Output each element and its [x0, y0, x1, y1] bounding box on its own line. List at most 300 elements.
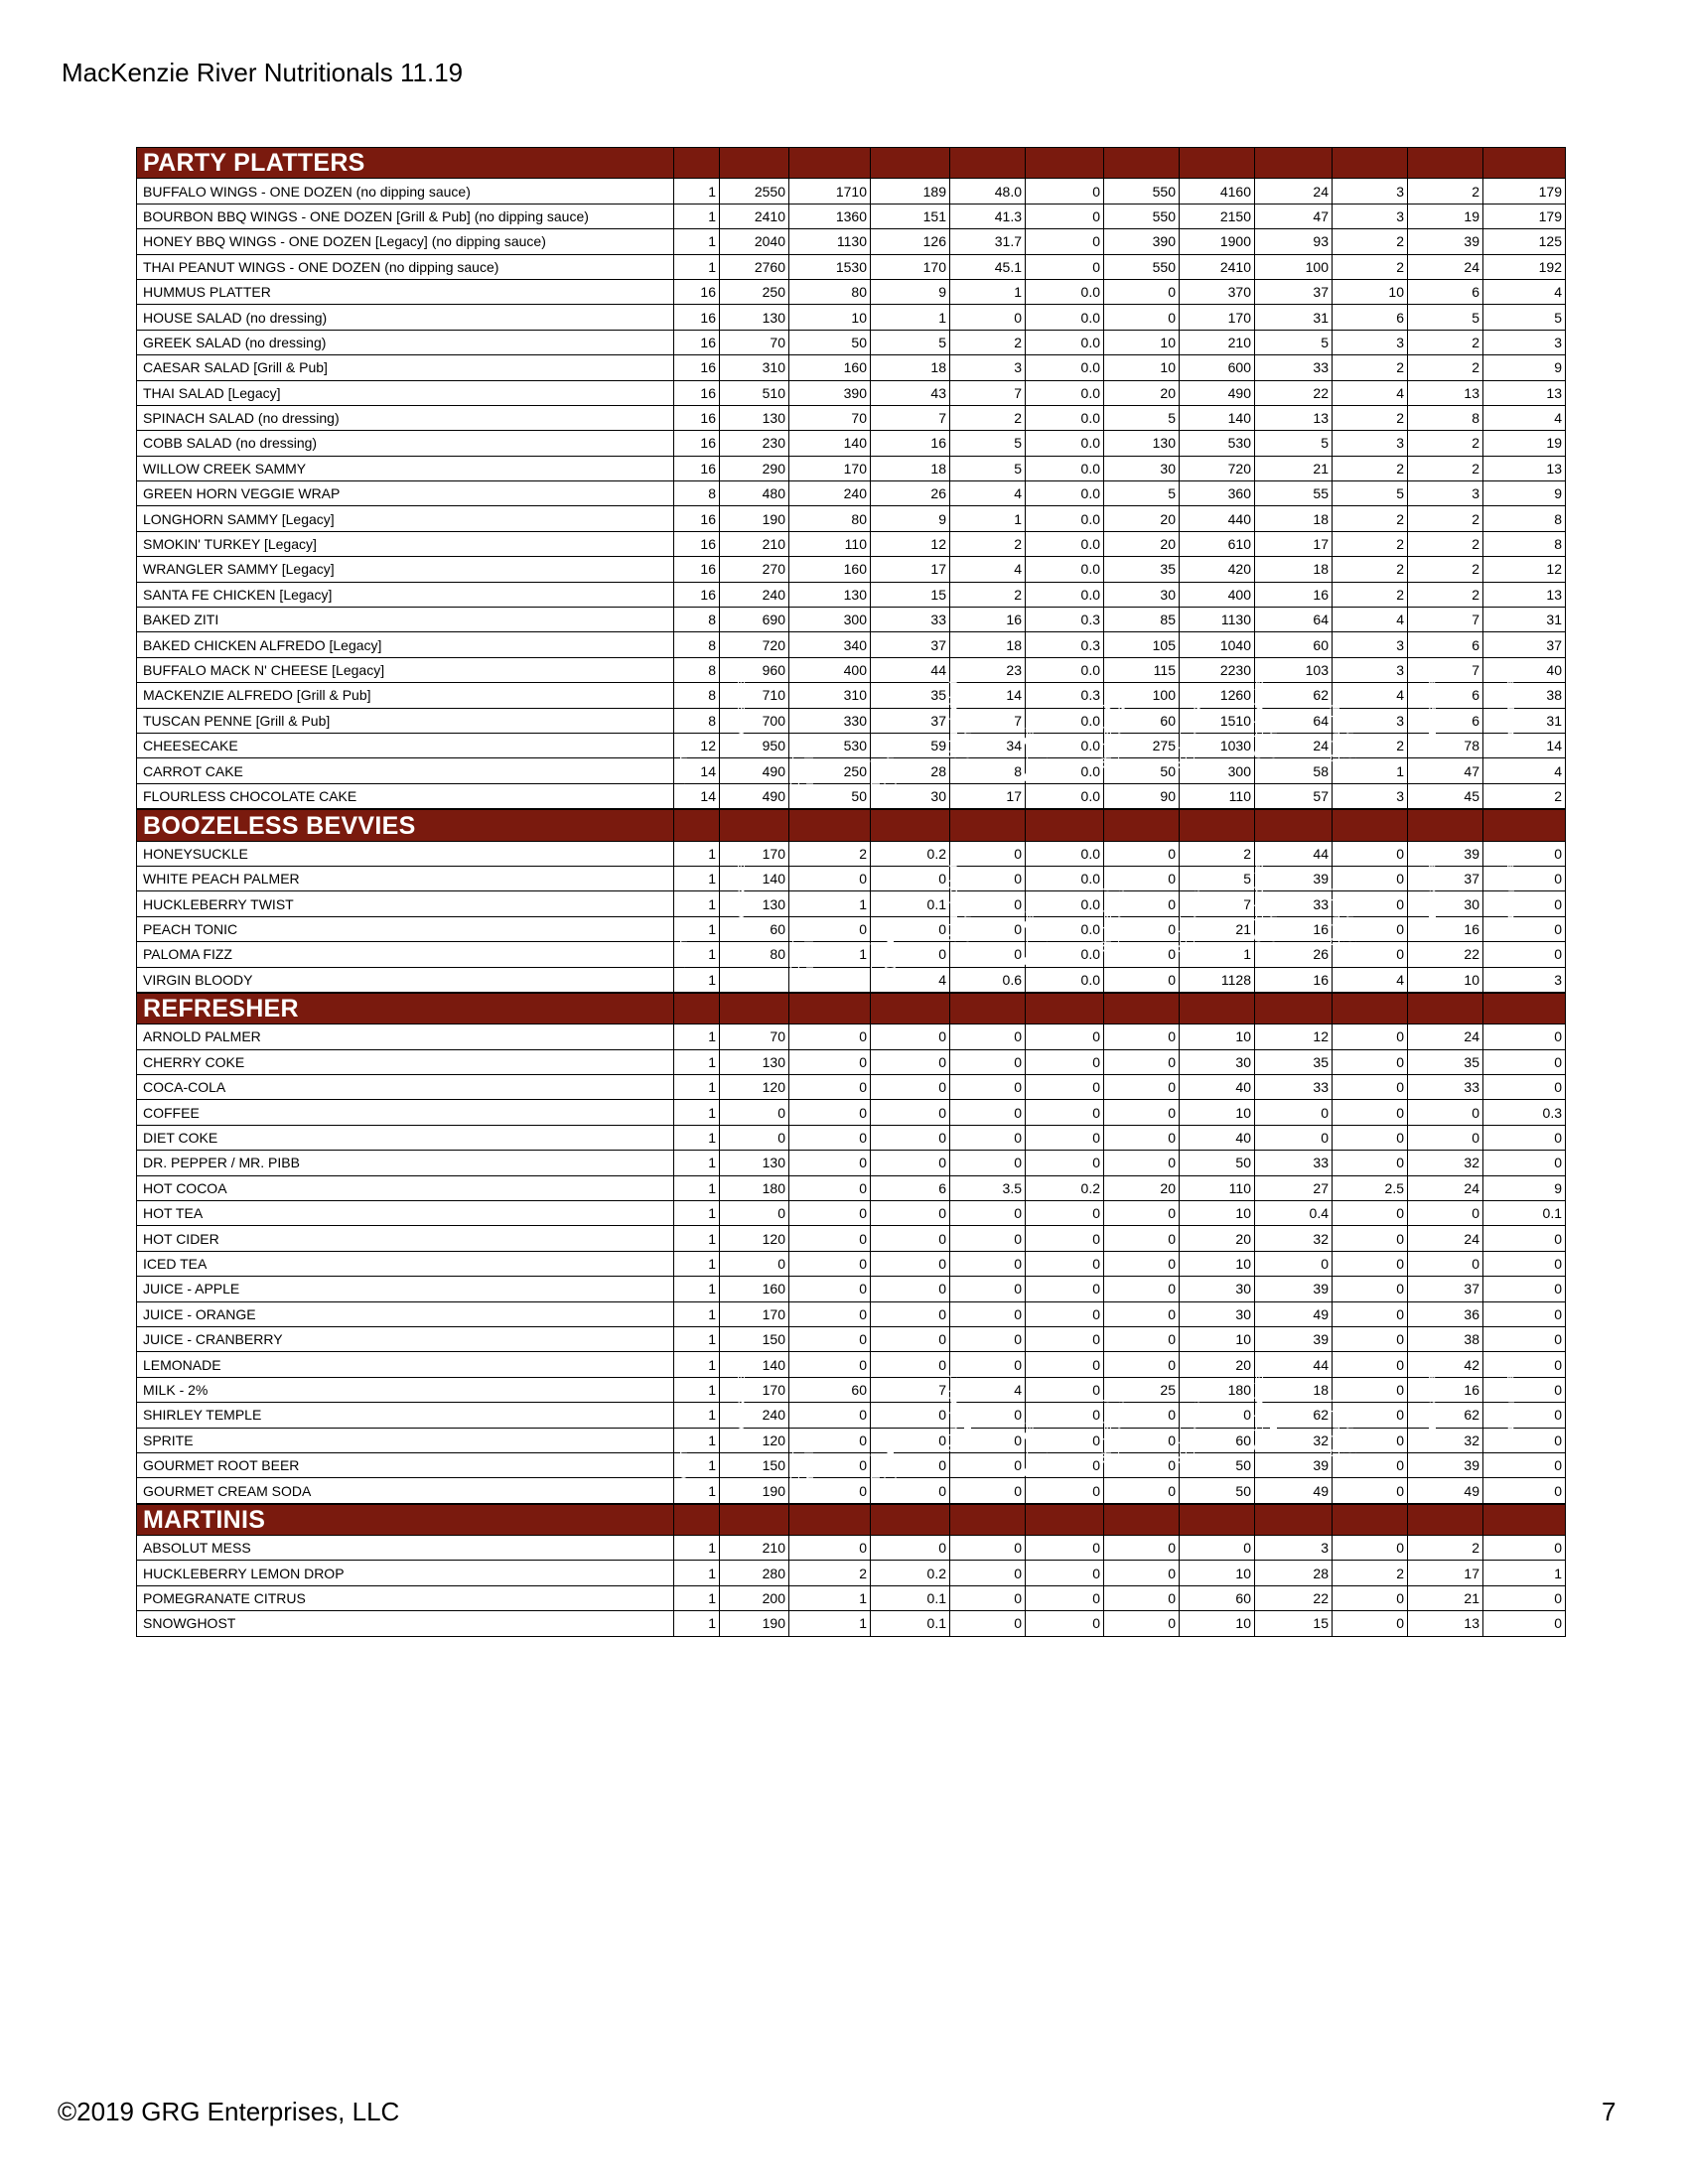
- nutrient-value: 130: [720, 891, 789, 916]
- nutrient-value: 3: [1255, 1536, 1333, 1561]
- nutrient-value: 10: [1408, 967, 1483, 992]
- nutrient-value: 0: [1483, 1478, 1566, 1503]
- item-name: COFFEE: [137, 1100, 674, 1125]
- nutrient-value: 0: [950, 1301, 1026, 1326]
- nutrient-value: 50: [1180, 1452, 1255, 1477]
- nutrient-value: 24: [1408, 1175, 1483, 1200]
- nutrient-value: 0: [720, 1251, 789, 1276]
- nutrient-value: 8: [1408, 405, 1483, 430]
- table-row: [137, 582, 1566, 607]
- nutrient-value: 38: [1408, 1326, 1483, 1351]
- nutrient-value: 0: [1333, 1452, 1408, 1477]
- table-row: [137, 1175, 1566, 1200]
- nutrient-value: 14: [950, 683, 1026, 708]
- nutrient-value: 3: [1333, 204, 1408, 228]
- nutrient-value: 16: [1408, 1377, 1483, 1402]
- table-row: [137, 531, 1566, 556]
- nutrient-value: 60: [1180, 1428, 1255, 1452]
- nutrient-value: 21: [1255, 456, 1333, 480]
- nutrient-value: 360: [1180, 481, 1255, 506]
- nutrient-value: 8: [674, 632, 720, 657]
- nutrient-value: 240: [789, 481, 871, 506]
- nutrient-value: 140: [1180, 405, 1255, 430]
- nutrient-value: 0: [1333, 1024, 1408, 1049]
- nutrient-value: 4: [1483, 758, 1566, 783]
- nutrient-value: 0: [1104, 1428, 1180, 1452]
- nutrient-value: 1: [789, 891, 871, 916]
- nutrient-value: 0: [871, 1226, 950, 1251]
- nutrient-value: 0: [1483, 1611, 1566, 1636]
- nutrient-value: 4: [1333, 608, 1408, 632]
- nutrient-value: 3: [950, 355, 1026, 380]
- nutrient-value: 0: [1333, 891, 1408, 916]
- table-row: [137, 431, 1566, 456]
- column-header: [720, 9, 789, 179]
- nutrient-value: 1: [674, 1201, 720, 1226]
- nutrient-value: 310: [720, 355, 789, 380]
- nutrient-value: 0: [1333, 1226, 1408, 1251]
- nutrient-value: 62: [1255, 683, 1333, 708]
- nutrient-value: 1710: [789, 179, 871, 204]
- nutrient-value: 80: [789, 506, 871, 531]
- nutrient-value: 390: [789, 380, 871, 405]
- nutrient-value: 0: [1483, 942, 1566, 967]
- nutrient-value: 7: [1408, 608, 1483, 632]
- column-header-label: Sodium (milligrams): [1174, 703, 1203, 770]
- column-header-label: Sodium (milligrams): [1174, 886, 1203, 954]
- nutrient-value: 1: [1333, 758, 1408, 783]
- table-row: [137, 179, 1566, 204]
- nutrient-value: 0.0: [1026, 531, 1104, 556]
- nutrient-value: 0: [1026, 1352, 1104, 1377]
- nutrient-value: 64: [1255, 708, 1333, 733]
- nutrient-value: 0.3: [1026, 683, 1104, 708]
- column-header-label: Cholesterol (milligrams): [1098, 41, 1128, 108]
- item-name: HOT COCOA: [137, 1175, 674, 1200]
- item-name: HOT CIDER: [137, 1226, 674, 1251]
- nutrient-value: 0: [1255, 1251, 1333, 1276]
- nutrient-value: 0: [789, 1352, 871, 1377]
- nutrient-value: 0.3: [1026, 632, 1104, 657]
- nutrient-value: 37: [871, 632, 950, 657]
- nutrient-value: 1: [674, 1428, 720, 1452]
- nutrient-value: 179: [1483, 179, 1566, 204]
- nutrient-value: 710: [720, 683, 789, 708]
- nutrient-value: 10: [1180, 1561, 1255, 1585]
- nutrient-value: 0.0: [1026, 355, 1104, 380]
- nutrient-value: 18: [1255, 1377, 1333, 1402]
- nutrient-value: 0.0: [1026, 506, 1104, 531]
- nutrient-value: 70: [720, 1024, 789, 1049]
- nutrient-value: 13: [1483, 456, 1566, 480]
- nutrient-value: 0: [1104, 305, 1180, 330]
- nutrient-value: 0: [950, 1326, 1026, 1351]
- nutrient-value: 0: [1483, 1251, 1566, 1276]
- nutrient-value: 1: [674, 916, 720, 941]
- nutrient-value: 50: [1180, 1151, 1255, 1175]
- column-header-label: Total Fat (grams): [867, 74, 897, 125]
- nutrient-value: 0.0: [1026, 405, 1104, 430]
- nutrient-value: 0: [950, 1201, 1026, 1226]
- nutrient-value: 170: [871, 254, 950, 279]
- nutrient-value: 22: [1255, 380, 1333, 405]
- nutrient-value: 0: [1104, 1403, 1180, 1428]
- nutrient-value: 105: [1104, 632, 1180, 657]
- nutrient-value: 34: [950, 733, 1026, 757]
- table-row: [137, 405, 1566, 430]
- nutrient-value: 290: [720, 456, 789, 480]
- nutrient-value: 6: [1333, 305, 1408, 330]
- column-header: [1483, 842, 1566, 1024]
- column-header: [674, 1442, 720, 1535]
- nutrient-value: 0: [950, 1049, 1026, 1074]
- item-name: HUCKLEBERRY LEMON DROP: [137, 1561, 674, 1585]
- item-name: PALOMA FIZZ: [137, 942, 674, 967]
- table-row: [137, 657, 1566, 682]
- nutrient-value: 8: [1483, 531, 1566, 556]
- nutrient-value: 48.0: [950, 179, 1026, 204]
- nutrient-value: 24: [1408, 254, 1483, 279]
- nutrient-value: 125: [1483, 229, 1566, 254]
- footer-copyright: ©2019 GRG Enterprises, LLC: [58, 2097, 400, 2126]
- nutrient-value: 2: [950, 405, 1026, 430]
- nutrient-value: 1: [674, 229, 720, 254]
- nutrient-value: 0: [1104, 1201, 1180, 1226]
- nutrient-value: 3: [1408, 481, 1483, 506]
- nutrient-value: 530: [1180, 431, 1255, 456]
- column-header-label: Serving: [674, 86, 690, 131]
- nutrient-value: 100: [1255, 254, 1333, 279]
- nutrient-value: 24: [1408, 1024, 1483, 1049]
- nutrient-value: 6: [871, 1175, 950, 1200]
- nutrient-value: 0: [1333, 1428, 1408, 1452]
- nutrient-value: 0: [1408, 1251, 1483, 1276]
- nutrient-value: 30: [1408, 891, 1483, 916]
- nutrient-value: 16: [674, 582, 720, 607]
- column-header: [674, 932, 720, 1024]
- nutrient-value: 5: [1255, 431, 1333, 456]
- nutrient-value: 22: [1408, 942, 1483, 967]
- column-header: [786, 77, 871, 179]
- nutrient-value: 3.5: [950, 1175, 1026, 1200]
- nutrient-value: 33: [871, 608, 950, 632]
- nutrient-value: 2: [1333, 456, 1408, 480]
- nutrient-value: 85: [1104, 608, 1180, 632]
- nutrient-value: 1: [871, 305, 950, 330]
- nutrient-value: 4: [1333, 380, 1408, 405]
- nutrient-value: 24: [1408, 1226, 1483, 1251]
- nutrient-value: 0: [789, 1251, 871, 1276]
- nutrient-value: 32: [1255, 1226, 1333, 1251]
- nutrient-value: 0: [950, 1024, 1026, 1049]
- nutrient-value: 0: [871, 1151, 950, 1175]
- nutrient-value: 240: [720, 582, 789, 607]
- nutrient-value: 5: [1180, 866, 1255, 890]
- item-name: SMOKIN' TURKEY [Legacy]: [137, 531, 674, 556]
- item-name: GREEK SALAD (no dressing): [137, 330, 674, 354]
- nutrient-value: 6: [1408, 279, 1483, 304]
- item-name: CARROT CAKE: [137, 758, 674, 783]
- nutrient-value: 0: [871, 866, 950, 890]
- nutrient-value: 14: [674, 758, 720, 783]
- section-title: REFRESHER: [137, 993, 674, 1024]
- nutrient-value: 59: [871, 733, 950, 757]
- nutrient-value: 35: [1255, 1049, 1333, 1074]
- nutrient-value: 39: [1255, 1277, 1333, 1301]
- nutrient-value: 70: [789, 405, 871, 430]
- item-name: JUICE - ORANGE: [137, 1301, 674, 1326]
- nutrient-value: 3: [1333, 657, 1408, 682]
- nutrient-value: 0.0: [1026, 380, 1104, 405]
- nutrient-value: 0: [871, 1326, 950, 1351]
- column-header: [1250, 17, 1333, 179]
- nutrient-value: 2410: [1180, 254, 1255, 279]
- nutrient-value: 0: [1333, 1201, 1408, 1226]
- nutrient-value: 0: [789, 1100, 871, 1125]
- nutrient-value: 0: [1483, 1403, 1566, 1428]
- nutrient-value: 0: [1026, 1478, 1104, 1503]
- nutrient-value: 0.0: [1026, 866, 1104, 890]
- nutrient-value: 1: [674, 254, 720, 279]
- nutrient-value: 0: [950, 1352, 1026, 1377]
- nutrient-value: 2: [1408, 531, 1483, 556]
- nutrient-value: 0: [789, 1536, 871, 1561]
- nutrient-value: 2: [1408, 1536, 1483, 1561]
- nutrient-value: 17: [1408, 1561, 1483, 1585]
- nutrient-value: 0: [789, 1175, 871, 1200]
- nutrient-value: 90: [1104, 783, 1180, 808]
- nutrient-value: 20: [1180, 1226, 1255, 1251]
- nutrient-value: 0: [950, 1151, 1026, 1175]
- nutrient-value: 1: [674, 841, 720, 866]
- nutrient-value: 110: [1180, 1175, 1255, 1200]
- nutrient-value: 31: [1255, 305, 1333, 330]
- nutrient-value: 2040: [720, 229, 789, 254]
- nutrient-value: 0: [1333, 916, 1408, 941]
- nutrient-value: 19: [1483, 431, 1566, 456]
- nutrient-value: 0: [1026, 1561, 1104, 1585]
- column-header-label: Cholesterol (milligrams): [1098, 1397, 1128, 1464]
- nutrient-value: 210: [720, 1536, 789, 1561]
- nutrient-value: 0: [950, 1125, 1026, 1150]
- nutrient-value: 30: [1180, 1301, 1255, 1326]
- nutrient-value: 0: [1408, 1201, 1483, 1226]
- nutrient-value: 5: [1333, 481, 1408, 506]
- nutrient-value: 2: [1333, 531, 1408, 556]
- nutrient-value: 240: [720, 1403, 789, 1428]
- nutrient-value: 0: [950, 1226, 1026, 1251]
- nutrient-value: 44: [871, 657, 950, 682]
- nutrient-value: 35: [1408, 1049, 1483, 1074]
- nutrient-value: 33: [1255, 891, 1333, 916]
- table-row: [137, 1201, 1566, 1226]
- nutrient-value: 1: [674, 1561, 720, 1585]
- nutrient-value: 0: [1333, 1352, 1408, 1377]
- nutrient-value: 2150: [1180, 204, 1255, 228]
- section-title: MARTINIS: [137, 1504, 674, 1535]
- nutrient-value: 0: [950, 942, 1026, 967]
- table-row: [137, 1585, 1566, 1610]
- nutrient-value: 1: [950, 506, 1026, 531]
- nutrient-value: 7: [950, 708, 1026, 733]
- item-name: TUSCAN PENNE [Grill & Pub]: [137, 708, 674, 733]
- nutrient-value: 0: [871, 1352, 950, 1377]
- nutrient-value: 8: [1483, 506, 1566, 531]
- nutrient-value: 2: [1333, 1561, 1408, 1585]
- nutrient-value: 1130: [1180, 608, 1255, 632]
- nutrient-value: 2: [1333, 733, 1408, 757]
- nutrient-value: 50: [789, 783, 871, 808]
- nutrient-value: 44: [1255, 841, 1333, 866]
- nutrient-value: 30: [1104, 582, 1180, 607]
- nutrient-value: 250: [720, 279, 789, 304]
- nutrient-value: 0.0: [1026, 557, 1104, 582]
- nutrient-value: 1900: [1180, 229, 1255, 254]
- nutrient-value: 8: [950, 758, 1026, 783]
- nutrient-value: 16: [674, 405, 720, 430]
- nutrient-value: 37: [1408, 866, 1483, 890]
- item-name: HUCKLEBERRY TWIST: [137, 891, 674, 916]
- nutrient-value: 0: [720, 1125, 789, 1150]
- nutrient-value: 0: [1026, 1377, 1104, 1402]
- nutrient-value: 38: [1483, 683, 1566, 708]
- nutrient-value: 1: [674, 1075, 720, 1100]
- nutrient-value: 1: [674, 1024, 720, 1049]
- nutrient-value: 340: [789, 632, 871, 657]
- nutrient-value: 0.0: [1026, 279, 1104, 304]
- nutrient-value: 3: [1333, 708, 1408, 733]
- table-row: [137, 1100, 1566, 1125]
- column-header-label: Carbohydrate (grams): [1250, 679, 1280, 758]
- nutrient-value: 16: [674, 355, 720, 380]
- nutrient-value: 530: [789, 733, 871, 757]
- nutrient-value: 2: [1333, 229, 1408, 254]
- nutrient-value: 43: [871, 380, 950, 405]
- table-row: [137, 229, 1566, 254]
- item-name: COBB SALAD (no dressing): [137, 431, 674, 456]
- table-row: [137, 1049, 1566, 1074]
- column-header: [1402, 84, 1483, 179]
- nutrient-value: 1360: [789, 204, 871, 228]
- nutrient-value: 0.3: [1026, 608, 1104, 632]
- nutrient-value: 4: [950, 557, 1026, 582]
- column-header-label: Saturated Fat (grams): [944, 863, 974, 942]
- nutrient-value: 5: [950, 456, 1026, 480]
- item-name: FLOURLESS CHOCOLATE CAKE: [137, 783, 674, 808]
- nutrient-value: 2760: [720, 254, 789, 279]
- nutrient-value: 21: [1408, 1585, 1483, 1610]
- nutrient-value: 0: [1026, 1024, 1104, 1049]
- nutrient-value: 17: [1255, 531, 1333, 556]
- item-name: BUFFALO WINGS - ONE DOZEN (no dipping sauce): [137, 179, 674, 204]
- nutrient-value: 200: [720, 1585, 789, 1610]
- nutrient-value: 39: [1255, 1326, 1333, 1351]
- nutrient-value: 0: [1483, 1226, 1566, 1251]
- nutrient-value: 9: [1483, 481, 1566, 506]
- nutrient-value: 0: [1026, 1452, 1104, 1477]
- nutrient-value: 18: [1255, 557, 1333, 582]
- column-header-label: Sugars (grams): [1423, 658, 1439, 748]
- nutrient-value: 0: [871, 916, 950, 941]
- nutrient-value: 1: [674, 1478, 720, 1503]
- nutrient-value: 275: [1104, 733, 1180, 757]
- nutrient-value: 0.1: [871, 891, 950, 916]
- table-row: [137, 305, 1566, 330]
- item-name: VIRGIN BLOODY: [137, 967, 674, 992]
- nutrient-value: 35: [1104, 557, 1180, 582]
- nutrient-value: 1030: [1180, 733, 1255, 757]
- nutrient-value: 0.2: [871, 841, 950, 866]
- table-row: [137, 967, 1566, 992]
- nutrient-value: 1: [674, 1352, 720, 1377]
- nutrient-value: 130: [720, 305, 789, 330]
- nutrient-value: 2: [1333, 254, 1408, 279]
- nutrient-value: 31: [1483, 608, 1566, 632]
- nutrient-value: 0.0: [1026, 456, 1104, 480]
- nutrient-value: 10: [1104, 330, 1180, 354]
- nutrient-value: 0: [789, 866, 871, 890]
- table-row: [137, 355, 1566, 380]
- column-header: [1174, 41, 1255, 179]
- nutrient-value: 3: [1483, 967, 1566, 992]
- nutrient-value: 16: [1408, 916, 1483, 941]
- nutrient-value: 62: [1408, 1403, 1483, 1428]
- nutrient-value: 16: [674, 431, 720, 456]
- nutrient-value: 0: [1104, 942, 1180, 967]
- nutrient-value: 0: [1408, 1125, 1483, 1150]
- nutrient-value: 0: [789, 1428, 871, 1452]
- nutrient-value: 10: [1180, 1201, 1255, 1226]
- nutrient-value: 9: [871, 506, 950, 531]
- nutrient-value: 5: [1104, 405, 1180, 430]
- nutrient-value: 30: [1104, 456, 1180, 480]
- nutrient-value: 2: [1333, 582, 1408, 607]
- nutrient-value: 0: [1333, 1326, 1408, 1351]
- nutrient-value: 30: [1180, 1277, 1255, 1301]
- nutrient-value: 0: [789, 1201, 871, 1226]
- nutrient-value: 18: [1255, 506, 1333, 531]
- nutrient-value: 39: [1408, 1452, 1483, 1477]
- item-name: WRANGLER SAMMY [Legacy]: [137, 557, 674, 582]
- nutrient-value: 0: [789, 1226, 871, 1251]
- table-row: [137, 1536, 1566, 1561]
- column-header-label: Protein (grams): [1502, 658, 1517, 748]
- nutrient-value: 31: [1483, 708, 1566, 733]
- nutrient-value: 40: [1180, 1125, 1255, 1150]
- nutrient-value: 0.2: [1026, 1175, 1104, 1200]
- nutrient-value: 0: [1104, 1478, 1180, 1503]
- column-header: [1022, 65, 1104, 179]
- nutrient-value: 0: [1333, 1049, 1408, 1074]
- nutrient-value: 13: [1483, 582, 1566, 607]
- table-row: [137, 841, 1566, 866]
- nutrient-value: 70: [720, 330, 789, 354]
- nutrient-value: 41.3: [950, 204, 1026, 228]
- nutrient-value: 0: [1483, 1075, 1566, 1100]
- nutrient-value: 0: [1026, 1100, 1104, 1125]
- nutrient-value: 0: [1104, 841, 1180, 866]
- nutrient-value: 4160: [1180, 179, 1255, 204]
- table-row: [137, 1151, 1566, 1175]
- nutrient-value: 0: [1104, 1125, 1180, 1150]
- column-header: [944, 17, 1026, 179]
- nutrient-value: 3: [1333, 330, 1408, 354]
- nutrient-value: 0: [1104, 1326, 1180, 1351]
- nutrient-value: 610: [1180, 531, 1255, 556]
- nutrient-value: 13: [1408, 380, 1483, 405]
- nutrient-value: 1: [674, 967, 720, 992]
- nutrient-value: 16: [674, 380, 720, 405]
